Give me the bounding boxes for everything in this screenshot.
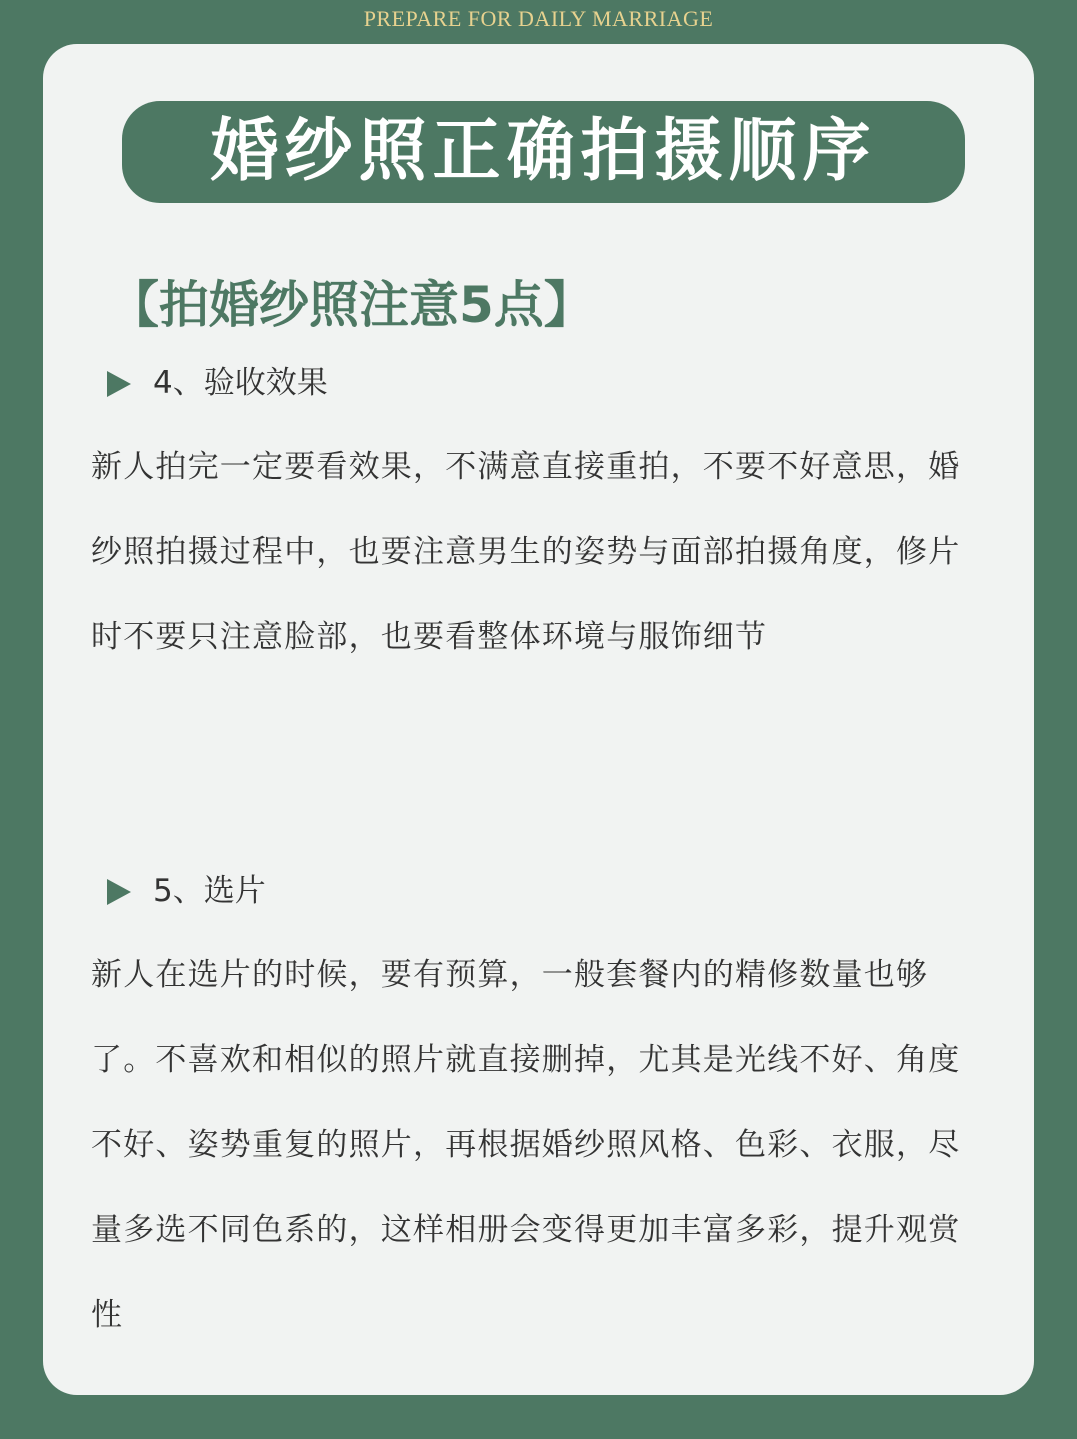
item-heading-label: 4、验收效果 (153, 365, 328, 401)
play-triangle-icon (107, 371, 131, 397)
content-card (43, 44, 1034, 1395)
item-body-5: 新人在选片的时候，要有预算，一般套餐内的精修数量也够了。不喜欢和相似的照片就直接删掉，尤其是光线不好、角度不好、姿势重复的照片，再根据婚纱照风格、色彩、衣服，尽量多选不同色系的，这样相册会变得更加丰富多彩，提升观赏性 (91, 957, 961, 1333)
section-heading: 【拍婚纱照注意5点】 (109, 276, 594, 334)
top-tagline: PREPARE FOR DAILY MARRIAGE (363, 6, 714, 31)
item-body-4: 新人拍完一定要看效果，不满意直接重拍，不要不好意思，婚纱照拍摄过程中，也要注意男生的姿势与面部拍摄角度，修片时不要只注意脸部，也要看整体环境与服饰细节 (91, 449, 961, 655)
item-heading-4 (107, 365, 328, 401)
item-heading-5 (107, 873, 266, 909)
page-title: 婚纱照正确拍摄顺序 (210, 112, 877, 191)
title-banner (122, 101, 965, 203)
play-triangle-icon (107, 879, 131, 905)
item-heading-label: 5、选片 (153, 873, 266, 909)
